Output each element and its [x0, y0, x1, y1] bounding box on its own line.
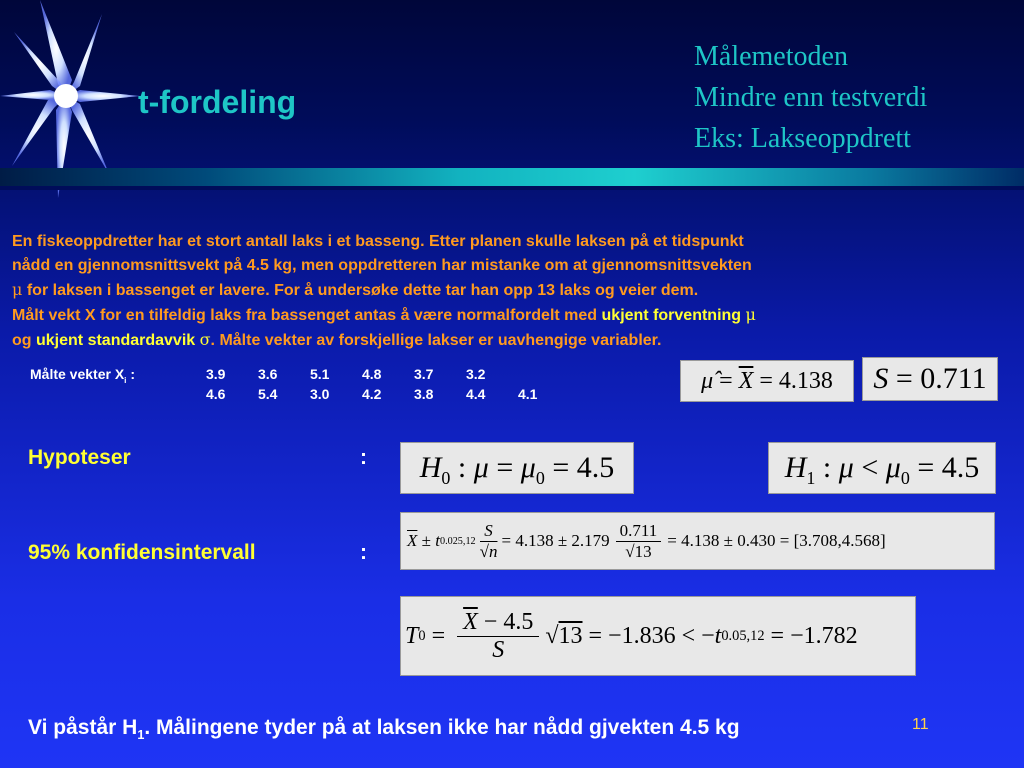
- sd-estimate-box: S = 0.711: [862, 357, 998, 401]
- measurement-value: 3.7: [414, 366, 434, 382]
- test-n: 13: [558, 622, 583, 649]
- measurements-row-2: [206, 386, 570, 402]
- sd-estimate-value: 0.711: [920, 362, 987, 395]
- intro-line-2: nådd en gjennomsnittsvekt på 4.5 kg, men oppdretteren har mistanke om at gjennomsnittsvekten: [12, 257, 752, 274]
- confidence-label: 95% konfidensintervall: [28, 541, 256, 564]
- intro-line-4-text: Målt vekt X for en tilfeldig laks fra bassenget antas å være normalfordelt med: [12, 307, 602, 324]
- measurement-value: 4.6: [206, 386, 226, 402]
- intro-line-1: En fiskeoppdretter har et stort antall laks i et basseng. Etter planen skulle laksen på et tidspunkt: [12, 233, 744, 250]
- alt-hypothesis-box: $H_1$ : $\mu < \mu_0 = 4.5$: [768, 442, 996, 494]
- measurements-label-text: Målte vekter X: [30, 366, 125, 382]
- topic-1: Målemetoden: [694, 41, 848, 72]
- ci-n-value: 13: [634, 541, 652, 561]
- measurement-value: 3.8: [414, 386, 434, 402]
- ci-margin: 0.430: [737, 531, 776, 550]
- ci-s-value: 0.711: [616, 521, 662, 542]
- ci-mean-2: 4.138: [681, 531, 720, 550]
- sd-estimate-label: S: [873, 362, 889, 395]
- confidence-colon: :: [360, 541, 367, 564]
- hypotheses-colon: :: [360, 446, 367, 469]
- mean-estimate-box: μ̂ = $\overline{X} = 4.138$: [680, 360, 854, 402]
- null-hypothesis-box: $H_0$ : $\mu = \mu_0 = 4.5$: [400, 442, 634, 494]
- page-number: 11: [912, 716, 929, 733]
- measurement-value: 4.4: [466, 386, 486, 402]
- conclusion-text: [28, 716, 740, 742]
- measurements-label-colon: :: [126, 366, 136, 382]
- topic-list: [694, 36, 927, 159]
- intro-line-5-text: . Målte vekter av forskjellige lakser er uavhengige variabler.: [210, 332, 662, 349]
- measurements-row-1: [206, 366, 518, 382]
- alt-hypothesis-value: 4.5: [941, 451, 980, 484]
- mu-symbol-2: μ: [745, 305, 756, 324]
- measurement-value: 4.8: [362, 366, 382, 382]
- test-t-subscript: 0.05,12: [721, 627, 765, 644]
- unknown-mean-text: ukjent forventning: [601, 307, 742, 324]
- slide-title: t-fordeling: [138, 84, 297, 120]
- ci-interval: [3.708,4.568]: [793, 531, 886, 550]
- measurement-value: 4.2: [362, 386, 382, 402]
- confidence-formula-box: $\overline{X}$ ± t 0.025,12 S √n = 4.138 ± 2.179 0.711 √13 = 4.138 ± 0.430 = [3.708,4.568]: [400, 512, 995, 570]
- measurement-value: 3.2: [466, 366, 486, 382]
- sigma-symbol: σ: [199, 330, 211, 349]
- intro-line-4: [12, 303, 1017, 328]
- intro-line-3: [12, 278, 1017, 303]
- topic-2: Mindre enn testverdi: [694, 82, 928, 113]
- measurement-value: 4.1: [518, 386, 538, 402]
- measurement-value: 3.0: [310, 386, 330, 402]
- measurements-label: [30, 366, 135, 385]
- unknown-sd-text: ukjent standardavvik: [36, 332, 196, 349]
- intro-line-5-prefix: og: [12, 332, 36, 349]
- intro-line-3-text: for laksen i bassenget er lavere. For å undersøke dette tar han opp 13 laks og veier dem.: [22, 282, 699, 299]
- header-divider-shadow: [0, 186, 1024, 190]
- topic-3: Eks: Lakseoppdrett: [694, 123, 911, 154]
- ci-mean: 4.138: [515, 531, 554, 550]
- test-statistic-box: T 0 = $\overline{X} - 4.5$ S √ 13 = −1.836 < − t 0.05,12 = −1.782: [400, 596, 916, 676]
- test-t-critical: −1.782: [790, 622, 858, 649]
- test-t-observed: −1.836: [608, 622, 676, 649]
- test-mu0: 4.5: [503, 608, 534, 635]
- header-divider-band: [0, 168, 1024, 186]
- conclusion-rest: . Målingene tyder på at laksen ikke har nådd gjvekten 4.5 kg: [144, 716, 740, 739]
- ci-t-subscript: 0.025,12: [439, 535, 476, 547]
- null-hypothesis-value: 4.5: [576, 451, 615, 484]
- mu-symbol: μ: [12, 280, 23, 299]
- hypotheses-label: Hypoteser: [28, 446, 131, 469]
- intro-line-5: [12, 328, 1017, 353]
- mean-estimate-value: 4.138: [778, 368, 833, 394]
- measurement-value: 5.4: [258, 386, 278, 402]
- measurement-value: 3.6: [258, 366, 278, 382]
- conclusion-sub: 1: [137, 728, 145, 743]
- measurement-value: 5.1: [310, 366, 330, 382]
- measurement-value: 3.9: [206, 366, 226, 382]
- measurements-label-sub: i: [124, 374, 127, 385]
- problem-description: [12, 230, 1017, 353]
- conclusion-prefix: Vi påstår H: [28, 716, 138, 739]
- ci-t-value: 2.179: [571, 531, 610, 550]
